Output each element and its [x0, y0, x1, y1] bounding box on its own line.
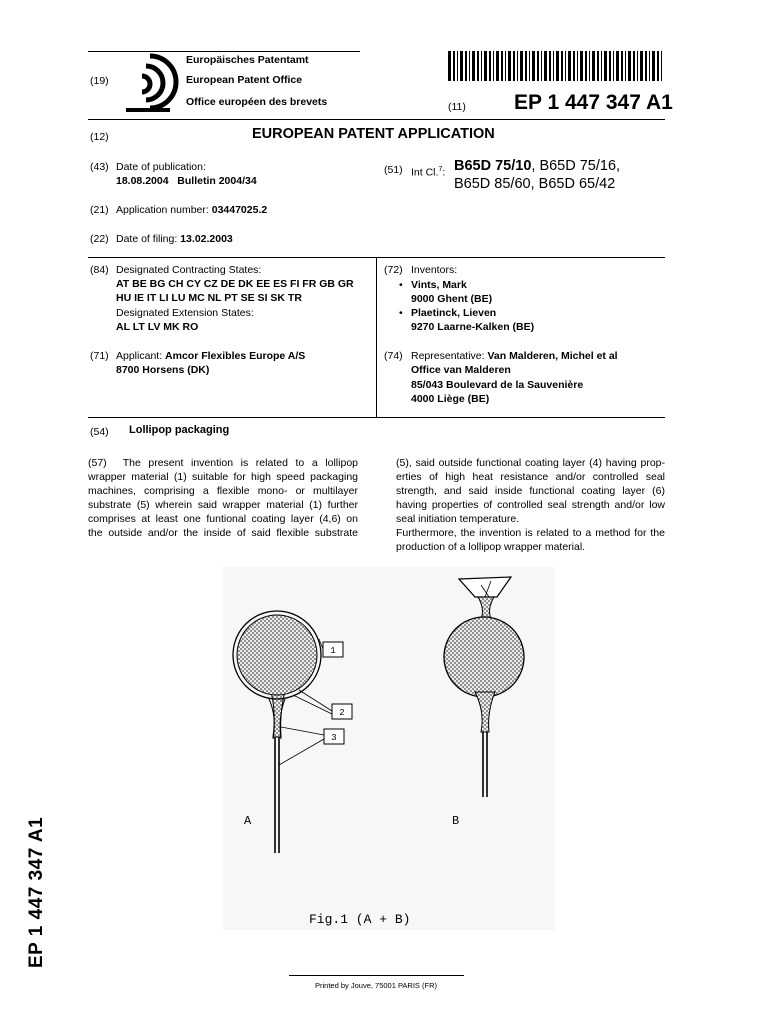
barcode-bar — [580, 51, 583, 81]
footer-rule — [289, 975, 464, 976]
callout-1: 1 — [330, 646, 336, 656]
document-type: EUROPEAN PATENT APPLICATION — [252, 126, 495, 142]
barcode-bar — [460, 51, 463, 81]
barcode-bar — [609, 51, 611, 81]
side-publication-number: EP 1 447 347 A1 — [26, 816, 47, 968]
barcode-bar — [489, 51, 491, 81]
barcode-bar — [457, 51, 458, 81]
barcode-bar — [477, 51, 479, 81]
barcode-bar — [592, 51, 595, 81]
barcode-bar — [513, 51, 515, 81]
wrapper-neck-b — [475, 692, 495, 732]
invention-title: Lollipop packaging — [129, 424, 230, 436]
barcode-bar — [637, 51, 638, 81]
bullet-2: • — [399, 307, 403, 319]
barcode-bar — [532, 51, 535, 81]
int-cl-text: Int Cl. — [411, 166, 439, 179]
int-cl-label — [411, 163, 445, 180]
biblio-bottom-rule — [88, 417, 665, 418]
barcode-bar — [537, 51, 539, 81]
rep-label: Representative: — [411, 350, 485, 362]
code-74: (74) — [384, 350, 403, 362]
barcode-bar — [561, 51, 563, 81]
figure-caption: Fig.1 (A + B) — [309, 912, 411, 927]
code-12: (12) — [90, 131, 109, 143]
barcode-bar — [652, 51, 655, 81]
int-cl-edition: 7 — [438, 166, 443, 173]
publication-number: EP 1 447 347 A1 — [514, 91, 673, 114]
code-22: (22) — [90, 233, 109, 245]
barcode-bar — [493, 51, 494, 81]
barcode-bar — [597, 51, 599, 81]
abstract-right-line-5: Furthermore, the invention is related to a method for the — [396, 527, 665, 539]
callout-3: 3 — [331, 733, 337, 743]
barcode-bar — [553, 51, 554, 81]
barcode-bar — [657, 51, 659, 81]
header-bottom-rule — [88, 119, 665, 120]
abstract-right-line-2: strength, and said inside functional coating layer (6) — [396, 485, 665, 497]
states-line2: HU IE IT LI LU MC NL PT SE SI SK TR — [116, 292, 302, 304]
pub-date-value: 18.08.2004 Bulletin 2004/34 — [116, 175, 257, 187]
applicant-line — [116, 349, 305, 363]
lollipop-figure — [223, 567, 555, 930]
barcode-bar — [525, 51, 527, 81]
barcode-bar — [505, 51, 506, 81]
barcode-bar — [616, 51, 619, 81]
barcode-bar — [589, 51, 590, 81]
barcode-bar — [469, 51, 470, 81]
barcode-bar — [633, 51, 635, 81]
label-b: B — [452, 814, 460, 828]
office-name-en: European Patent Office — [186, 74, 303, 86]
lollipop-b — [444, 577, 524, 828]
abstract-left-text-0: The present invention is related to a lollipop — [122, 457, 358, 469]
rep-name: Van Malderen, Michel et al — [487, 350, 618, 362]
barcode-bar — [556, 51, 559, 81]
leader-3a — [281, 727, 324, 735]
abstract-left-line-3: substrate (5) wherein said wrapper material (1) further — [88, 499, 358, 511]
representative-line — [411, 349, 618, 363]
states-label: Designated Contracting States: — [116, 264, 262, 276]
inventor1-address: 9000 Ghent (BE) — [411, 293, 493, 305]
abstract-right-line-4: seal initiation temperature. — [396, 513, 520, 525]
applicant-label: Applicant: — [116, 350, 163, 362]
rep-line4: 4000 Liège (BE) — [411, 393, 490, 405]
barcode-bar — [453, 51, 455, 81]
printer-note: Printed by Jouve, 75001 PARIS (FR) — [315, 981, 437, 990]
inventor2-address: 9270 Laarne-Kalken (BE) — [411, 321, 535, 333]
code-51: (51) — [384, 164, 403, 176]
barcode-bar — [508, 51, 511, 81]
barcode-bar — [640, 51, 643, 81]
abstract-right-line-1: erties of high heat resistance and/or controlled seal — [396, 471, 665, 483]
extension-label: Designated Extension States: — [116, 307, 254, 319]
code-72: (72) — [384, 264, 403, 276]
pub-date-label: Date of publication: — [116, 161, 206, 173]
filing-label: Date of filing: — [116, 233, 178, 245]
candy-ball-b — [444, 617, 524, 697]
barcode-bar — [613, 51, 614, 81]
abstract-right-line-6: production of a lollipop wrapper material. — [396, 541, 586, 553]
abstract-left-line-4: comprises at least one funtional coating layer (4,6) on — [88, 513, 358, 525]
office-name-fr: Office européen des brevets — [186, 96, 328, 108]
barcode-bar — [649, 51, 650, 81]
barcode-bar — [472, 51, 475, 81]
barcode-bar — [568, 51, 571, 81]
barcode-bar — [573, 51, 575, 81]
barcode-bar — [541, 51, 542, 81]
inventor1-name: Vints, Mark — [411, 279, 467, 291]
barcode-bar — [529, 51, 530, 81]
rep-line2: Office van Malderen — [411, 364, 511, 376]
label-a: A — [244, 814, 252, 828]
filing-date-line — [116, 232, 233, 246]
application-number-line — [116, 203, 267, 217]
abstract-right-line-0: (5), said outside functional coating layer (4) having prop- — [396, 457, 665, 469]
abstract-left-line-1: wrapper material (1) suitable for high speed packaging — [88, 471, 358, 483]
barcode-bar — [544, 51, 547, 81]
barcode-bar — [496, 51, 499, 81]
bullet-1: • — [399, 279, 403, 291]
candy-ball-a — [237, 615, 317, 695]
abstract-left-line-0 — [88, 456, 358, 470]
filing-value: 13.02.2003 — [180, 233, 233, 245]
abstract-left-column — [88, 456, 358, 540]
barcode-bar — [621, 51, 623, 81]
callout-2: 2 — [339, 708, 345, 718]
abstract-right-line-3: having properties of controlled seal strength and/or low — [396, 499, 665, 511]
barcode — [448, 51, 666, 81]
top-twist-neck — [478, 597, 494, 619]
epo-logo — [120, 50, 180, 114]
code-54: (54) — [90, 426, 109, 438]
barcode-bar — [517, 51, 518, 81]
barcode-bar — [549, 51, 551, 81]
applicant-name: Amcor Flexibles Europe A/S — [165, 350, 306, 362]
inventor2-name: Plaetinck, Lieven — [411, 307, 497, 319]
barcode-bar — [565, 51, 566, 81]
barcode-bar — [628, 51, 631, 81]
leader-3b — [279, 739, 324, 765]
leader-2b — [293, 695, 332, 714]
barcode-bar — [661, 51, 662, 81]
barcode-bar — [465, 51, 467, 81]
code-11: (11) — [448, 101, 466, 113]
lollipop-a — [233, 611, 352, 853]
abstract-left-line-2: machines, comprising a flexible mono- or multilayer — [88, 485, 358, 497]
code-21: (21) — [90, 204, 109, 216]
barcode-bar — [625, 51, 626, 81]
barcode-bar — [577, 51, 578, 81]
barcode-bar — [601, 51, 602, 81]
app-num-value: 03447025.2 — [211, 204, 268, 216]
code-71: (71) — [90, 350, 109, 362]
code-43: (43) — [90, 161, 109, 173]
int-cl-line2: B65D 85/60, B65D 65/42 — [454, 176, 616, 192]
abstract-right-column — [396, 456, 665, 554]
states-line1: AT BE BG CH CY CZ DE DK EE ES FI FR GB GR — [116, 278, 354, 290]
biblio-column-divider — [376, 257, 377, 418]
barcode-bar — [484, 51, 487, 81]
abstract-left-line-5: the outside and/or the inside of said flexible substrate — [88, 527, 358, 539]
barcode-bar — [520, 51, 523, 81]
barcode-bar — [448, 51, 451, 81]
code-84: (84) — [90, 264, 109, 276]
office-name-de: Europäisches Patentamt — [186, 54, 309, 66]
applicant-address: 8700 Horsens (DK) — [116, 364, 210, 376]
int-cl-colon: : — [442, 166, 446, 179]
rep-line3: 85/043 Boulevard de la Sauvenière — [411, 379, 584, 391]
barcode-bar — [585, 51, 587, 81]
int-cl-main: B65D 75/10 — [454, 158, 532, 174]
barcode-bar — [604, 51, 607, 81]
app-num-label: Application number: — [116, 204, 209, 216]
barcode-bar — [645, 51, 647, 81]
int-cl-rest1: , B65D 75/16, — [531, 158, 621, 174]
int-cl-line1 — [454, 158, 620, 174]
top-twist-flap — [459, 577, 511, 597]
barcode-bar — [501, 51, 503, 81]
barcode-bar — [481, 51, 482, 81]
inventors-label: Inventors: — [411, 264, 458, 276]
extension-value: AL LT LV MK RO — [116, 321, 199, 333]
code-19: (19) — [90, 75, 109, 87]
code-57: (57) — [88, 457, 107, 469]
